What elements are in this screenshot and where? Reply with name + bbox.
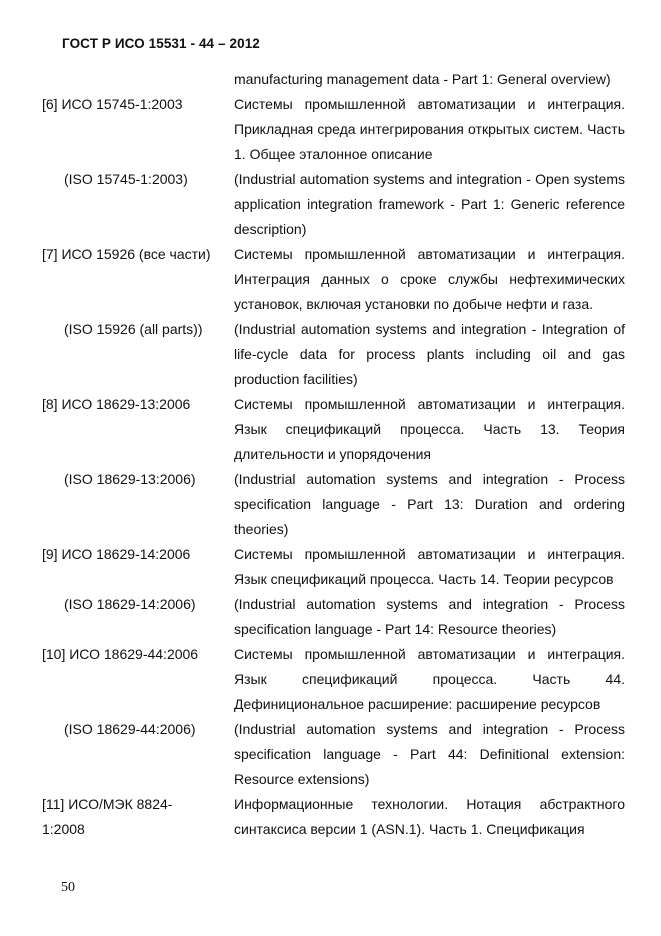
document-header: ГОСТ Р ИСО 15531 - 44 – 2012 (62, 36, 260, 51)
bibliography-entry (42, 92, 625, 167)
bibliography-list (42, 67, 625, 842)
bibliography-entry (42, 67, 625, 92)
reference-code: [6] ИСО 15745-1:2003 (42, 96, 183, 112)
reference-title: Информационные технологии. Нотация абстрактного синтаксиса версии 1 (ASN.1). Часть 1. Спецификация (234, 796, 625, 837)
reference-title-original: (Industrial automation systems and integration - Process specification language - Part 44: Definitional extension: Resource extensions) (234, 721, 625, 787)
reference-title: Системы промышленной автоматизации и интеграция. Язык спецификаций процесса. Часть 44. Дефинициональное расширение: расширение ресурсов (234, 646, 625, 712)
reference-title: Системы промышленной автоматизации и интеграция. Язык спецификаций процесса. Часть 14. Теории ресурсов (234, 546, 625, 587)
reference-code: [10] ИСО 18629-44:2006 (42, 646, 199, 662)
reference-code-original: (ISO 18629-14:2006) (64, 596, 196, 612)
bibliography-entry (42, 792, 625, 842)
reference-code-original: (ISO 18629-44:2006) (64, 721, 196, 737)
reference-code-original: (ISO 18629-13:2006) (64, 471, 196, 487)
bibliography-entry (42, 717, 625, 792)
reference-title-original: (Industrial automation systems and integration - Integration of life-cycle data for process plants including oil and gas production facilities) (234, 321, 625, 387)
reference-code-original: (ISO 15745-1:2003) (64, 171, 188, 187)
reference-code-original: (ISO 15926 (all parts)) (64, 321, 203, 337)
bibliography-entry (42, 592, 625, 642)
reference-code (42, 67, 234, 92)
bibliography-entry (42, 542, 625, 592)
reference-code: [8] ИСО 18629-13:2006 (42, 396, 191, 412)
bibliography-entry (42, 167, 625, 242)
page-number: 50 (61, 880, 75, 895)
bibliography-entry (42, 642, 625, 717)
bibliography-entry (42, 242, 625, 317)
reference-title-original: (Industrial automation systems and integration - Process specification language - Part 13: Duration and ordering theories) (234, 471, 625, 537)
reference-title-original: (Industrial automation systems and integration - Process specification language - Part 14: Resource theories) (234, 596, 625, 637)
reference-code: [7] ИСО 15926 (все части) (42, 246, 211, 262)
reference-title: Системы промышленной автоматизации и интеграция. Прикладная среда интегрирования открытых систем. Часть 1. Общее эталонное описание (234, 96, 625, 162)
reference-code: [11] ИСО/МЭК 8824- 1:2008 (42, 796, 173, 837)
reference-title: Системы промышленной автоматизации и интеграция. Язык спецификаций процесса. Часть 13. Теория длительности и упорядочения (234, 396, 625, 462)
bibliography-entry (42, 317, 625, 392)
reference-code: [9] ИСО 18629-14:2006 (42, 546, 191, 562)
reference-title-original: (Industrial automation systems and integration - Open systems application integration framework - Part 1: Generic reference description) (234, 171, 625, 237)
bibliography-entry (42, 467, 625, 542)
reference-title: Системы промышленной автоматизации и интеграция. Интеграция данных о сроке службы нефтехимических установок, включая установки по добыче нефти и газа. (234, 246, 625, 312)
bibliography-entry (42, 392, 625, 467)
reference-title: manufacturing management data - Part 1: General overview) (234, 71, 611, 87)
